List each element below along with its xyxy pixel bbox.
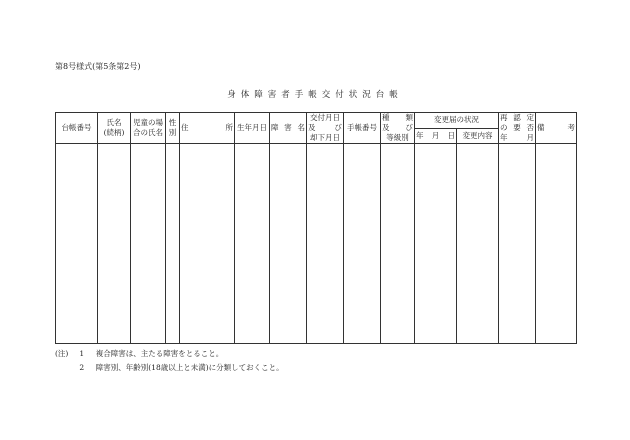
- cell: [56, 144, 98, 344]
- col-child-name: 児童の場 合の氏名: [131, 113, 166, 144]
- col-sex: 性 別: [166, 113, 180, 144]
- col-ledger-number: 台帳番号: [56, 113, 98, 144]
- cell: [415, 144, 457, 344]
- note-text: 複合障害は、主たる障害をとること。: [95, 349, 224, 358]
- note-line-1: [55, 348, 223, 359]
- note-text: 障害別、年齢別(18歳以上と未満)に分類しておくこと。: [95, 363, 284, 372]
- col-remarks: 備 考: [536, 113, 577, 144]
- col-change-date: 年 月 日: [415, 128, 457, 144]
- cell: [166, 144, 180, 344]
- cell: [235, 144, 270, 344]
- cell: [98, 144, 131, 344]
- ledger-table: [55, 112, 577, 344]
- document-title: 身体障害者手帳交付状況台帳: [227, 90, 403, 100]
- col-disability-name: 障 害 名: [270, 113, 307, 144]
- col-address: 住 所: [180, 113, 235, 144]
- col-name: 氏名 (続柄): [98, 113, 131, 144]
- col-change-status: 変更届の状況: [415, 113, 499, 129]
- cell: [381, 144, 415, 344]
- note-prefix: (注): [55, 349, 69, 358]
- note-number: 1: [79, 349, 85, 358]
- cell: [307, 144, 344, 344]
- cell: [536, 144, 577, 344]
- col-kind-grade: 種 類 及 び 等級別: [382, 113, 413, 142]
- form-number: 第8号様式(第5条第2号): [55, 62, 141, 71]
- col-birth-date: 生年月日: [235, 113, 270, 144]
- header-row: [56, 113, 577, 129]
- col-handbook-number: 手帳番号: [344, 113, 381, 144]
- note-line-2: [55, 362, 284, 373]
- cell: [180, 144, 235, 344]
- col-issue-date: 交付月日 及 び 却下月日: [308, 113, 342, 142]
- cell: [499, 144, 536, 344]
- cell: [344, 144, 381, 344]
- cell: [131, 144, 166, 344]
- cell: [270, 144, 307, 344]
- col-change-content: 変更内容: [457, 128, 499, 144]
- cell: [457, 144, 499, 344]
- note-number: 2: [79, 363, 85, 372]
- ledger-body-row: [56, 144, 577, 344]
- col-recertification: 再 認 定 の 要 否 年 月: [500, 113, 534, 142]
